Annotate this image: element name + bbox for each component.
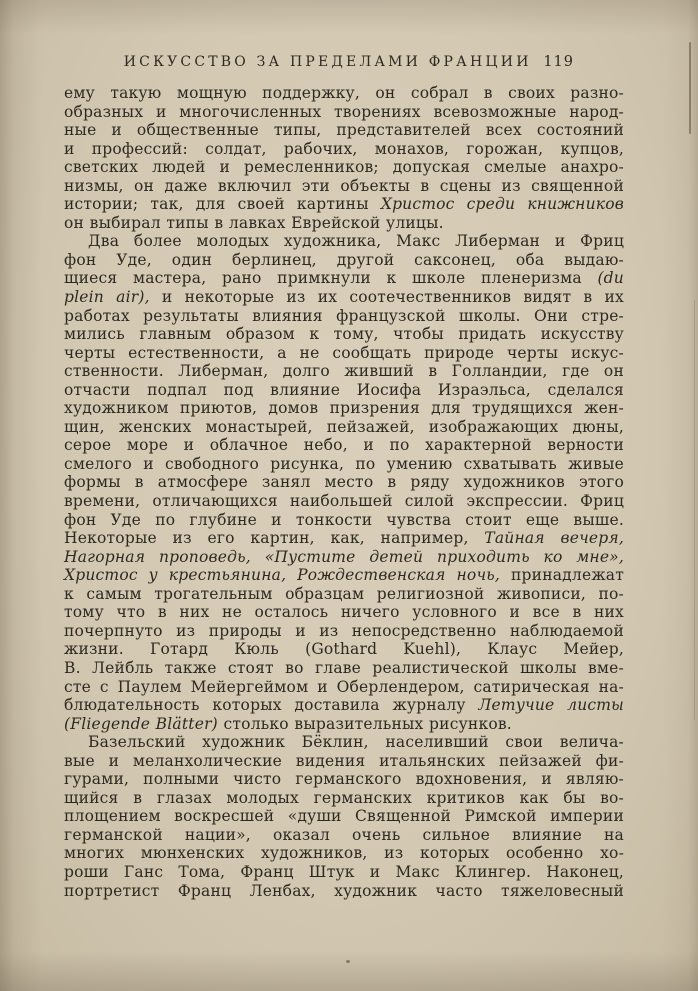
- text-line: [64, 251, 624, 270]
- text-line: [64, 362, 624, 381]
- text-segment: Некоторые из его картин, как, например,: [64, 529, 485, 548]
- text-segment: принадлежат: [500, 566, 625, 585]
- text-line: [64, 195, 624, 214]
- text-line: [64, 566, 624, 585]
- italic-text-segment: (Fliegende Blätter): [64, 714, 218, 733]
- text-line: [64, 622, 624, 641]
- italic-text-segment: Христос у крестьянина, Рождественская ночь,: [64, 566, 501, 585]
- italic-text-segment: Тайная вечеря,: [484, 529, 624, 548]
- text-segment: сте с Паулем Мейергеймом и Оберлендером, сатирическая на-: [64, 677, 624, 696]
- text-segment: германской нации», оказал очень сильное влияние на: [64, 825, 624, 844]
- scan-artifact-dot: [346, 960, 350, 963]
- italic-text-segment: (du: [597, 269, 624, 288]
- text-segment: черты естественности, а не сообщать природе черты искус-: [64, 343, 624, 362]
- text-line: [64, 232, 624, 251]
- text-segment: жизни. Готард Кюль (Gothard Kuehl), Клаус Мейер,: [64, 640, 624, 659]
- text-segment: светских людей и ремесленников; допуская смелые анахро-: [64, 158, 624, 177]
- text-segment: ственности. Либерман, долго живший в Голландии, где он: [64, 362, 624, 381]
- text-line: [64, 678, 624, 697]
- text-segment: отчасти подпал под влияние Иосифа Израэльса, сделался: [64, 380, 624, 399]
- text-line: [64, 863, 624, 882]
- text-segment: щиеся мастера, рано примкнули к школе пленеризма: [64, 269, 598, 288]
- page-number: 119: [543, 54, 574, 70]
- text-line: [64, 177, 624, 196]
- text-segment: времени, отличающихся наибольшей силой экспрессии. Фриц: [64, 492, 624, 511]
- text-segment: столько выразительных рисунков.: [217, 714, 512, 733]
- italic-text-segment: Христос среди книжников: [380, 195, 624, 214]
- text-line: [64, 696, 624, 715]
- text-segment: формы в атмосфере занял место в ряду художников этого: [64, 473, 624, 492]
- text-line: [64, 659, 624, 678]
- text-segment: мились главным образом к тому, чтобы придать искусству: [64, 325, 624, 344]
- text-line: [64, 399, 624, 418]
- text-line: [64, 325, 624, 344]
- text-segment: ные и общественные типы, представителей всех состояний: [64, 121, 624, 140]
- text-segment: В. Лейбль также стоят во главе реалистической школы вме-: [64, 658, 624, 677]
- text-segment: Базельский художник Бёклин, населивший свои велича-: [88, 733, 624, 752]
- text-segment: образных и многочисленных творениях всевозможные народ-: [64, 102, 624, 121]
- text-segment: работах результаты влияния французской школы. Они стре-: [64, 306, 624, 325]
- italic-text-segment: Нагорная проповедь, «Пустите детей приходить ко мне»,: [64, 547, 624, 566]
- text-segment: Два более молодых художника, Макс Либерман и Фриц: [88, 232, 624, 251]
- text-line: [64, 585, 624, 604]
- text-line: [64, 214, 624, 233]
- page-edge-crease: [694, 300, 695, 720]
- text-segment: блюдательность которых доставила журналу: [64, 696, 479, 715]
- page-edge-mark: [689, 42, 691, 134]
- text-line: [64, 103, 624, 122]
- text-segment: к самым трогательным образцам религиозной живописи, по-: [64, 584, 624, 603]
- text-line: [64, 844, 624, 863]
- text-segment: щийся в глазах молодых германских критиков как бы во-: [64, 788, 624, 807]
- text-line: [64, 548, 624, 567]
- text-segment: и профессий: солдат, рабочих, монахов, горожан, купцов,: [64, 139, 624, 158]
- text-line: [64, 882, 624, 901]
- running-head-title: ИСКУССТВО ЗА ПРЕДЕЛАМИ ФРАНЦИИ: [123, 54, 532, 70]
- text-line: [64, 344, 624, 363]
- text-line: [64, 121, 624, 140]
- text-segment: вые и меланхолические видения итальянских пейзажей фи-: [64, 751, 624, 770]
- text-segment: и некоторые из их соотечественников видят в их: [149, 288, 624, 307]
- text-line: [64, 307, 624, 326]
- text-segment: щин, женских монастырей, пейзажей, изображающих дюны,: [64, 417, 624, 436]
- text-line: [64, 288, 624, 307]
- text-segment: ему такую мощную поддержку, он собрал в своих разно-: [64, 84, 624, 102]
- text-line: [64, 158, 624, 177]
- text-segment: фон Уде, один берлинец, другой саксонец, оба выдаю-: [64, 250, 624, 269]
- text-line: [64, 826, 624, 845]
- text-line: [64, 733, 624, 752]
- text-segment: многих мюнхенских художников, из которых особенно хо-: [64, 844, 624, 863]
- text-line: [64, 770, 624, 789]
- text-line: [64, 789, 624, 808]
- text-line: [64, 511, 624, 530]
- text-segment: почерпнуто из природы и из непосредственно наблюдаемой: [64, 621, 624, 640]
- text-line: [64, 715, 624, 734]
- text-line: [64, 269, 624, 288]
- text-line: [64, 752, 624, 771]
- text-segment: тому что в них не осталось ничего условного и все в них: [64, 603, 624, 622]
- text-segment: роши Ганс Тома, Франц Штук и Макс Клингер. Наконец,: [64, 862, 624, 881]
- text-line: [64, 381, 624, 400]
- running-head: [64, 54, 624, 74]
- text-segment: художником приютов, домов призрения для трудящихся жен-: [64, 399, 624, 418]
- text-segment: истории; так, для своей картины: [64, 195, 381, 214]
- text-segment: гурами, полными чисто германского вдохновения, и являю-: [64, 770, 624, 789]
- text-line: [64, 418, 624, 437]
- italic-text-segment: plein air),: [64, 288, 150, 307]
- text-segment: он выбирал типы в лавках Еврейской улицы.: [64, 213, 444, 232]
- text-line: [64, 529, 624, 548]
- text-line: [64, 84, 624, 103]
- text-segment: смелого и свободного рисунка, по умению схватывать живые: [64, 454, 624, 473]
- text-line: [64, 807, 624, 826]
- text-segment: низмы, он даже включил эти объекты в сцены из священной: [64, 176, 624, 195]
- text-line: [64, 140, 624, 159]
- text-line: [64, 640, 624, 659]
- text-segment: фон Уде по глубине и тонкости чувства стоит еще выше.: [64, 510, 624, 529]
- text-segment: площением воскресшей «души Священной Римской империи: [64, 807, 624, 826]
- text-segment: серое море и облачное небо, и по характерной верности: [64, 436, 624, 455]
- italic-text-segment: Летучие листы: [478, 696, 624, 715]
- text-line: [64, 455, 624, 474]
- text-line: [64, 473, 624, 492]
- text-line: [64, 492, 624, 511]
- text-line: [64, 603, 624, 622]
- text-line: [64, 436, 624, 455]
- text-segment: портретист Франц Ленбах, художник часто тяжеловесный: [64, 881, 624, 900]
- text-block: [64, 84, 624, 900]
